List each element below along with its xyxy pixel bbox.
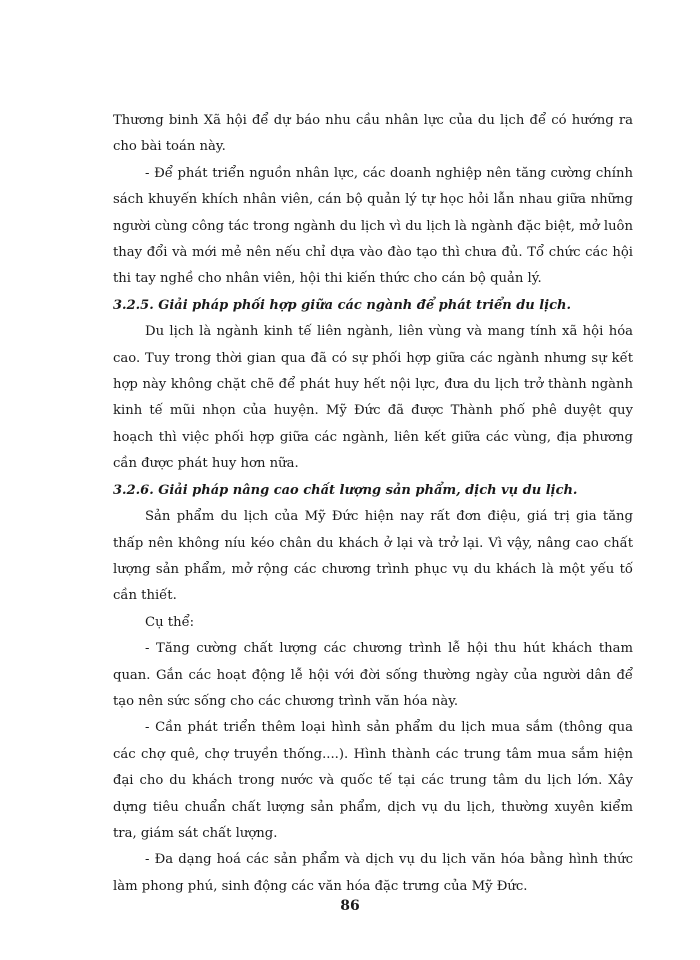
paragraph-interdisciplinary-coordination: Du lịch là ngành kinh tế liên ngành, liên vùng và mang tính xã hội hóa cao. Tuy trong thời gian qua đã có sự phối hợp giữa các ngành nhưng sự kết hợp này không chặt chẽ để phát huy hết nội lực, đưa du lịch trở thành ngành kinh tế mũi nhọn của huyện. Mỹ Đức đã được Thành phố phê duyệt quy hoạch thì việc phối hợp giữa các ngành, liên kết giữa các vùng, địa phương cần được phát huy hơn nữa.	[113, 324, 633, 472]
page-content	[113, 108, 633, 900]
paragraph-product-quality: Sản phẩm du lịch của Mỹ Đức hiện nay rất đơn điệu, giá trị gia tăng thấp nên không níu kéo chân du khách ở lại và trở lại. Vì vậy, nâng cao chất lượng sản phẩm, mở rộng các chương trình phục vụ du khách là một yếu tố cần thiết.	[113, 509, 633, 604]
section-heading-3-2-5: 3.2.5. Giải pháp phối hợp giữa các ngành để phát triển du lịch.	[113, 297, 572, 313]
paragraph-shopping-tourism: - Cần phát triển thêm loại hình sản phẩm du lịch mua sắm (thông qua các chợ quê, chợ truyền thống....). Hình thành các trung tâm mua sắm hiện đại cho du khách trong nước và quốc tế tại các trung tâm du lịch lớn. Xây dựng tiêu chuẩn chất lượng sản phẩm, dịch vụ du lịch, thường xuyên kiểm tra, giám sát chất lượng.	[113, 720, 633, 841]
paragraph-specifically: Cụ thể:	[145, 614, 195, 630]
paragraph-cultural-diversification: - Đa dạng hoá các sản phẩm và dịch vụ du lịch văn hóa bằng hình thức làm phong phú, sinh động các văn hóa đặc trưng của Mỹ Đức.	[113, 852, 633, 894]
paragraph-workforce-development: - Để phát triển nguồn nhân lực, các doanh nghiệp nên tăng cường chính sách khuyến khích nhân viên, cán bộ quản lý tự học hỏi lẫn nhau giữa những người cùng công tác trong ngành du lịch vì du lịch là ngành đặc biệt, mở luôn thay đổi và mới mẻ nên nếu chỉ dựa vào đào tạo thì chưa đủ. Tổ chức các hội thi tay nghề cho nhân viên, hội thi kiến thức cho cán bộ quản lý.	[113, 165, 633, 287]
paragraph-intro-continuation: Thương binh Xã hội để dự báo nhu cầu nhân lực của du lịch để có hướng ra cho bài toán này.	[113, 113, 633, 155]
section-heading-3-2-6: 3.2.6. Giải pháp nâng cao chất lượng sản phẩm, dịch vụ du lịch.	[113, 482, 578, 498]
paragraph-festival-programs: - Tăng cường chất lượng các chương trình lễ hội thu hút khách tham quan. Gắn các hoạt động lễ hội với đời sống thường ngày của người dân để tạo nên sức sống cho các chương trình văn hóa này.	[113, 641, 633, 709]
page-number: 86	[340, 898, 360, 914]
